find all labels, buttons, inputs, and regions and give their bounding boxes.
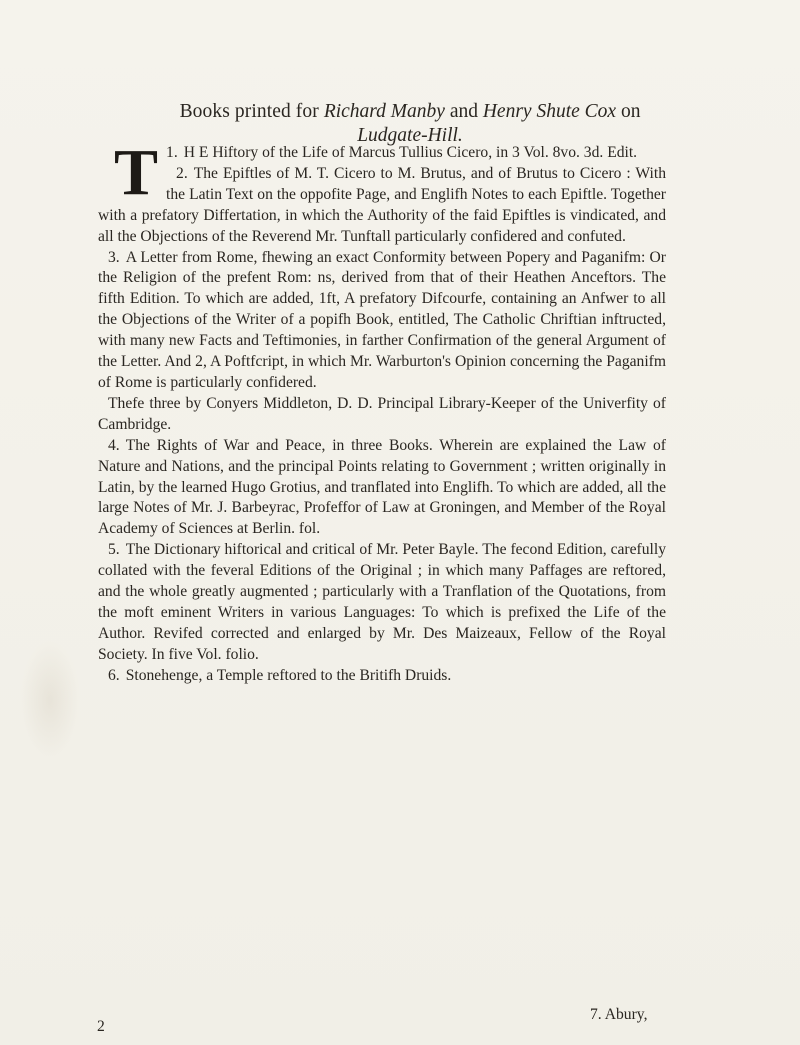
header-suffix: on <box>616 101 641 122</box>
entry-text: Thefe three by Conyers Middleton, D. D. Principal Library-Keeper of the Univerfity of Cambridge. <box>98 394 666 433</box>
list-item <box>98 436 666 541</box>
entry-text: A Letter from Rome, fhewing an exact Conformity between Popery and Paganifm: Or the Religion of the prefent Rom: ns, derived from that of their Heathen Anceftors. The fifth Edition. To which are added, 1ft, A prefatory Difcourfe, containing an Anfwer to all the Objections of the Writer of a popifh Book, entitled, The Catholic Chriftian inftructed, with many new Facts and Teftimonies, in farther Confirmation of the general Argument of the Letter. And 2, A Poftfcript, in which Mr. Warburton's Opinion concerning the Paganifm of Rome is particularly confidered. <box>98 248 666 391</box>
entry-text: The Epiftles of M. T. Cicero to M. Brutus, and of Brutus to Cicero : With the Latin Text on the oppofite Page, and Englifh Notes to each Epiftle. Together with a prefatory Differtation, in which the Authority of the faid Epiftles is vindicated, and all the Objections of the Reverend Mr. Tunftall particularly confidered and confuted. <box>98 164 666 245</box>
entry-number: 2. <box>176 164 188 182</box>
entry-text: The Rights of War and Peace, in three Books. Wherein are explained the Law of Nature and Nations, and the principal Points relating to Government ; written originally in Latin, by the learned Hugo Grotius, and tranflated into Englifh. To which are added, all the large Notes of Mr. J. Barbeyrac, Profeffor of Law at Groningen, and Member of the Royal Academy of Sciences at Berlin. fol. <box>98 436 666 538</box>
book-list <box>98 136 666 687</box>
list-item <box>98 164 666 248</box>
drop-cap: T <box>114 136 159 209</box>
header-location: Ludgate-Hill. <box>357 125 463 146</box>
catchword: 7. Abury, <box>590 1006 648 1023</box>
entry-number: 5. <box>108 541 120 559</box>
paper-stain <box>20 640 80 760</box>
page-header <box>120 100 700 148</box>
signature-mark: 2 <box>97 1018 105 1035</box>
entry-number: 1. <box>166 144 178 161</box>
header-line-1 <box>120 100 700 124</box>
entry-number: 6. <box>108 666 120 684</box>
publisher-2: Henry Shute Cox <box>482 101 617 122</box>
list-item <box>98 248 666 394</box>
entry-text: H E Hiftory of the Life of Marcus Tullius Cicero, in 3 Vol. 8vo. 3d. Edit. <box>183 144 638 161</box>
entry-number: 3. <box>108 248 120 266</box>
header-prefix: Books printed for <box>179 101 324 122</box>
list-item <box>98 666 666 687</box>
list-item <box>98 540 666 665</box>
entry-text: The Dictionary hiftorical and critical of Mr. Peter Bayle. The fecond Edition, carefully collated with the feveral Editions of the Original ; in which many Paffages are reftored, and the whole greatly augmented ; particularly with a Tranflation of the Quotations, from the moft eminent Writers in various Languages: To which is prefixed the Life of the Author. Revifed corrected and enlarged by Mr. Des Maizeaux, Fellow of the Royal Society. In five Vol. folio. <box>98 541 666 663</box>
entry-number: 4. <box>108 436 120 454</box>
entry-text: Stonehenge, a Temple reftored to the Britifh Druids. <box>125 666 452 684</box>
publisher-1: Richard Manby <box>323 101 445 122</box>
header-conjunction: and <box>444 101 483 122</box>
list-item <box>98 394 666 436</box>
